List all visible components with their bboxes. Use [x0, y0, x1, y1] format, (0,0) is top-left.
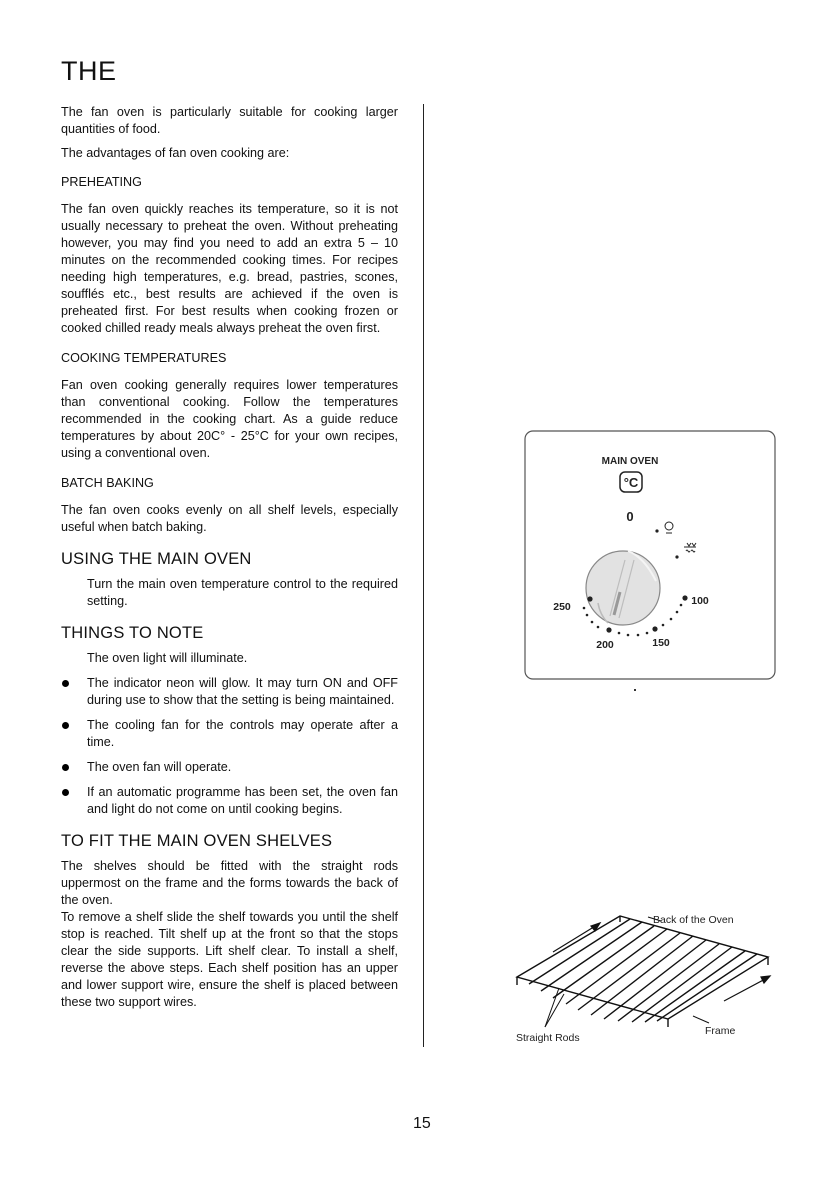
- preheating-heading: PREHEATING: [61, 175, 142, 189]
- intro-paragraph-1: The fan oven is particularly suitable for cooking larger quantities of food.: [61, 105, 398, 136]
- main-oven-dial-illustration: [524, 430, 776, 680]
- celsius-symbol: °C: [623, 475, 639, 490]
- temperature-knob: [586, 551, 660, 625]
- small-mark: [634, 689, 636, 691]
- fit-shelves-text-1: The shelves should be fitted with the straight rods uppermost on the frame and the forms towards the back of the oven.: [61, 859, 398, 907]
- bullet-icon: [62, 789, 69, 796]
- fit-shelves-heading: TO FIT THE MAIN OVEN SHELVES: [61, 832, 333, 850]
- light-dot: [655, 529, 658, 532]
- list-item: [61, 675, 398, 709]
- fit-shelves-text-2: To remove a shelf slide the shelf towards you until the shelf stop is reached. Tilt shelf up at the front so that the stops clear the side supports. Lift shelf clear. To install a shelf, reverse the above steps. Each shelf position has an upper and lower support wire, ensure the shelf is placed between these two support wires.: [61, 910, 398, 1009]
- straight-rods-label: Straight Rods: [516, 1032, 580, 1044]
- batch-baking-text: The fan oven cooks evenly on all shelf levels, especially useful when batch baking.: [61, 503, 398, 534]
- text-column: [61, 104, 398, 1011]
- intro-paragraph-2: The advantages of fan oven cooking are:: [61, 146, 290, 160]
- column-divider: [423, 104, 424, 1047]
- list-item-text: The indicator neon will glow. It may turn ON and OFF during use to show that the setting is being maintained.: [87, 676, 398, 707]
- bullet-icon: [62, 680, 69, 687]
- things-to-note-first: The oven light will illuminate.: [87, 651, 248, 665]
- dial-mark-150: 150: [652, 637, 670, 649]
- list-item-text: If an automatic programme has been set, the oven fan and light do not come on until cooking begins.: [87, 785, 398, 816]
- list-item: [61, 759, 398, 776]
- things-to-note-list: [61, 675, 398, 818]
- dial-zero: 0: [626, 509, 634, 524]
- dial-mark-250: 250: [553, 601, 571, 613]
- cooking-temperatures-text: Fan oven cooking generally requires lower temperatures than conventional cooking. Follow the temperatures recommended in the cooking chart. As a guide reduce temperatures by about 20C° - 25°C for your own recipes, using a conventional oven.: [61, 378, 398, 460]
- preheating-text: The fan oven quickly reaches its temperature, so it is not usually necessary to preheat the oven. Without preheating however, you may find you need to add an extra 5 – 10 minutes on the recommended cooking times. For recipes needing high temperatures, e.g. bread, pastries, scones, soufflés etc., best results are achieved if the oven is preheated first. For best results when cooking frozen or cooked chilled ready meals always preheat the oven first.: [61, 202, 398, 335]
- things-to-note-heading: THINGS TO NOTE: [61, 624, 204, 642]
- using-main-oven-text: Turn the main oven temperature control to the required setting.: [87, 577, 398, 608]
- back-of-oven-label: Back of the Oven: [653, 914, 734, 926]
- dial-panel-frame: [525, 431, 775, 679]
- frame-label: Frame: [705, 1025, 736, 1037]
- using-main-oven-heading: USING THE MAIN OVEN: [61, 550, 252, 568]
- cooking-temperatures-heading: COOKING TEMPERATURES: [61, 351, 227, 365]
- defrost-dot: [675, 555, 678, 558]
- batch-baking-heading: BATCH BAKING: [61, 476, 154, 490]
- page-title: THE: [61, 56, 117, 86]
- list-item: [61, 717, 398, 751]
- page-number: 15: [413, 1115, 431, 1132]
- dial-mark-200: 200: [596, 639, 614, 651]
- list-item-text: The cooling fan for the controls may operate after a time.: [87, 718, 398, 749]
- bullet-icon: [62, 722, 69, 729]
- bullet-icon: [62, 764, 69, 771]
- shelf-rods: [529, 919, 757, 1022]
- oven-shelf-diagram: [505, 905, 795, 1050]
- list-item-text: The oven fan will operate.: [87, 760, 232, 774]
- dial-mark-100: 100: [691, 595, 709, 607]
- dial-title: MAIN OVEN: [601, 456, 659, 467]
- list-item: [61, 784, 398, 818]
